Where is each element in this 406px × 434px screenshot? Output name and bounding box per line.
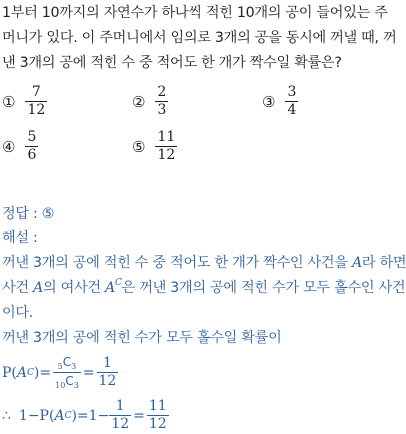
- eq1-result-fraction: [97, 355, 119, 390]
- choice-1-fraction: [25, 84, 47, 119]
- eq1-p: P(: [2, 364, 17, 381]
- choice-5-fraction: [155, 129, 177, 164]
- solution-line-2: [2, 277, 405, 297]
- choice-1-mark: ①: [2, 92, 16, 111]
- choice-3[interactable]: [262, 84, 298, 119]
- answer: 정답 : ⑤: [2, 206, 55, 222]
- eq2-fraction-2: [147, 398, 169, 433]
- choice-4-mark: ④: [2, 137, 16, 156]
- eq2-close: )=1−: [71, 407, 110, 424]
- choice-4-numerator: 5: [27, 129, 37, 145]
- choice-1-denominator: 12: [27, 102, 46, 118]
- choice-5-numerator: 11: [157, 129, 176, 145]
- choice-3-mark: ③: [262, 92, 276, 111]
- equation-1: [2, 354, 118, 391]
- solution-line-2-sup: C: [114, 278, 122, 288]
- eq1-result-numerator: 1: [102, 355, 112, 371]
- eq1-comb-fraction: [53, 354, 81, 391]
- eq2-var: A: [54, 407, 65, 424]
- eq1-top-c: C: [62, 355, 72, 369]
- solution-line-2-var: A: [33, 280, 43, 296]
- eq1-equals: =: [82, 364, 95, 381]
- choice-5-denominator: 12: [157, 147, 176, 163]
- eq2-equals: =: [133, 407, 145, 424]
- eq1-bot-post: 3: [73, 381, 79, 390]
- choice-2-fraction: [155, 84, 168, 119]
- choice-1-numerator: 7: [31, 84, 41, 100]
- choice-2-numerator: 2: [157, 84, 167, 100]
- solution-line-1-text-b: 라 하면: [361, 255, 406, 271]
- eq2-f1-denominator: 12: [111, 416, 130, 432]
- eq2-lhs: 1−P(: [18, 407, 55, 424]
- eq2-f1-numerator: 1: [115, 398, 125, 414]
- choice-4[interactable]: [2, 129, 38, 164]
- choice-4-denominator: 6: [27, 147, 37, 163]
- solution-line-3: 이다.: [2, 305, 34, 321]
- eq2-f2-numerator: 11: [148, 398, 167, 414]
- solution-heading: 해설 :: [2, 230, 38, 246]
- solution-line-4: 꺼낸 3개의 공에 적힌 수가 모두 홀수일 확률이: [2, 330, 282, 346]
- solution-line-1-var: A: [351, 255, 362, 271]
- solution-line-2-var-2: A: [105, 280, 115, 296]
- problem-line-3: 낸 3개의 공에 적힌 수 중 적어도 한 개가 짝수일 확률은?: [2, 55, 342, 71]
- problem-line-2: 머니가 있다. 이 주머니에서 임의로 3개의 공을 동시에 꺼낼 때, 꺼: [2, 30, 397, 46]
- choice-3-fraction: [285, 84, 298, 119]
- eq1-close: )=: [33, 364, 52, 381]
- solution-line-2-text-a: 사건: [2, 280, 34, 296]
- problem-line-1: 1부터 10까지의 자연수가 하나씩 적힌 10개의 공이 들어있는 주: [2, 5, 388, 21]
- choice-5[interactable]: [132, 129, 177, 164]
- eq1-sup: C: [27, 367, 34, 378]
- eq1-var: A: [16, 364, 28, 381]
- eq2-fraction-1: [109, 398, 131, 433]
- choice-1[interactable]: [2, 84, 47, 119]
- solution-line-2-text-c: 은 꺼낸 3개의 공에 적힌 수가 모두 홀수인 사건: [121, 280, 406, 296]
- eq2-f2-denominator: 12: [148, 416, 167, 432]
- eq1-bot-pre: 10: [55, 381, 66, 390]
- choice-3-denominator: 4: [287, 102, 297, 118]
- eq1-result-denominator: 12: [98, 373, 117, 389]
- eq2-sup: C: [64, 410, 72, 421]
- choice-2[interactable]: [132, 84, 168, 119]
- solution-line-1: [2, 252, 406, 272]
- choice-5-mark: ⑤: [132, 137, 146, 156]
- choice-4-fraction: [25, 129, 38, 164]
- choice-3-numerator: 3: [287, 84, 297, 100]
- eq1-bot-c: C: [65, 374, 74, 388]
- solution-line-1-text-a: 꺼낸 3개의 공에 적힌 수 중 적어도 한 개가 짝수인 사건을: [2, 255, 352, 271]
- choice-2-mark: ②: [132, 92, 146, 111]
- equation-2: [2, 398, 169, 433]
- eq1-top-post: 3: [71, 362, 77, 371]
- choice-2-denominator: 3: [157, 102, 167, 118]
- solution-line-2-text-b: 의 여사건: [42, 280, 106, 296]
- therefore-symbol: ∴: [2, 407, 11, 424]
- eq1-comb-top: [56, 354, 79, 372]
- eq1-top-pre: 5: [57, 362, 63, 371]
